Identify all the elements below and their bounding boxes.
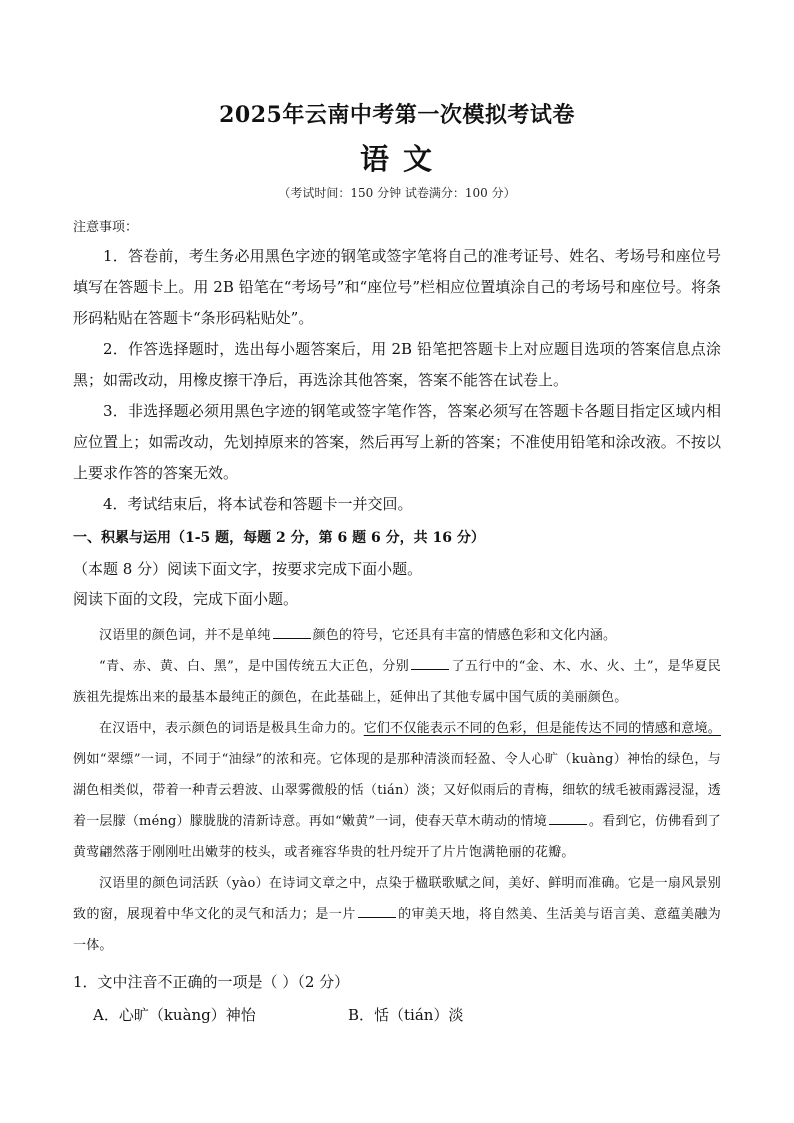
underlined-sentence: 它们不仅能表示不同的色彩，但是能传达不同的情感和意境。 <box>363 721 721 736</box>
notice-item: 1．答卷前，考生务必用黑色字迹的钢笔或签字笔将自己的准考证号、姓名、考场号和座位号填写在答题卡上。用 2B 铅笔在“考场号”和“座位号”栏相应位置填涂自己的考场号和座位号。将条形码粘贴在答题卡“条形码粘贴处”。 <box>73 247 721 327</box>
exam-title: 2025年云南中考第一次模拟考试卷 <box>219 102 575 128</box>
passage-text: 汉语里的颜色词，并不是单纯 <box>99 628 271 643</box>
notice-item: 2．作答选择题时，选出每小题答案后，用 2B 铅笔把答题卡上对应题目选项的答案信息点涂黑；如需改动，用橡皮擦干净后，再选涂其他答案，答案不能答在试卷上。 <box>73 340 721 389</box>
question-options <box>73 1000 721 1031</box>
answer-blank <box>411 657 449 670</box>
option-b: B．恬（tián）淡 <box>348 1006 464 1024</box>
passage-text: 汉语里的颜色词活跃（yào）在诗词文章之中，点染于楹联歌赋之间，美好、鲜明而准确。它是一扇风景别致的窗，展现着中华文化的灵气和活力；是一片 <box>73 876 721 922</box>
section-title: 一、积累与运用（1-5 题，每题 2 分，第 6 题 6 分，共 16 分） <box>73 530 485 546</box>
reading-passage <box>73 620 721 961</box>
answer-blank <box>358 905 396 918</box>
passage-paragraph <box>73 868 721 961</box>
question-stem: 1．文中注音不正确的一项是（ ）（2 分） <box>73 973 350 991</box>
passage-text: 颜色的符号，它还具有丰富的情感色彩和文化内涵。 <box>312 628 617 643</box>
answer-blank <box>549 812 587 825</box>
passage-text: 。看到它，仿佛看到了黄莺翩然落于刚刚吐出嫩芽的枝头，或者雍容华贵的牡丹绽开了片片饱满艳丽的花瓣。 <box>73 814 721 860</box>
passage-text: 的审美天地，将自然美、生活美与语言美、意蕴美融为一体。 <box>73 907 721 953</box>
notice-heading: 注意事项： <box>73 220 139 235</box>
passage-text: 例如“翠缥”一词，不同于“油绿”的浓和亮。它体现的是那种清淡而轻盈、令人心旷（kuàng）神怡的绿色，与湖色相类似，带着一种青云碧波、山翠雾微般的恬（tián）淡；又好似雨后的青梅，细软的绒毛被雨露浸湿，透着一层朦（méng）朦胧胧的清新诗意。再如“嫩黄”一词，使春天草木萌动的情境 <box>73 752 721 829</box>
passage-text: 了五行中的“金、木、水、火、土”，是华夏民族祖先提炼出来的最基本最纯正的颜色，在此基础上，延伸出了其他专属中国气质的美丽颜色。 <box>73 659 722 705</box>
main-content <box>73 241 721 1031</box>
passage-text: “青、赤、黄、白、黑”，是中国传统五大正色，分别 <box>99 659 410 674</box>
passage-paragraph <box>73 651 721 713</box>
notice-item: 4．考试结束后，将本试卷和答题卡一并交回。 <box>103 495 413 513</box>
section-instruction: （本题 8 分）阅读下面文字，按要求完成下面小题。 <box>73 560 423 578</box>
option-a: A．心旷（kuàng）神怡 <box>93 1006 256 1024</box>
section-instruction-2: 阅读下面的文段，完成下面小题。 <box>73 590 299 608</box>
notice-item: 3．非选择题必须用黑色字迹的钢笔或签字笔作答，答案必须写在答题卡各题目指定区域内相应位置上；如需改动，先划掉原来的答案，然后再写上新的答案；不准使用铅笔和涂改液。不按以上要求作答的答案无效。 <box>73 402 721 482</box>
exam-info: （考试时间：150 分钟 试卷满分：100 分） <box>278 186 516 200</box>
passage-paragraph <box>73 620 721 651</box>
answer-blank <box>273 626 311 639</box>
subject-title: 语 文 <box>359 142 435 176</box>
passage-text: 在汉语中，表示颜色的词语是极具生命力的。 <box>99 721 364 736</box>
passage-paragraph <box>73 713 721 868</box>
